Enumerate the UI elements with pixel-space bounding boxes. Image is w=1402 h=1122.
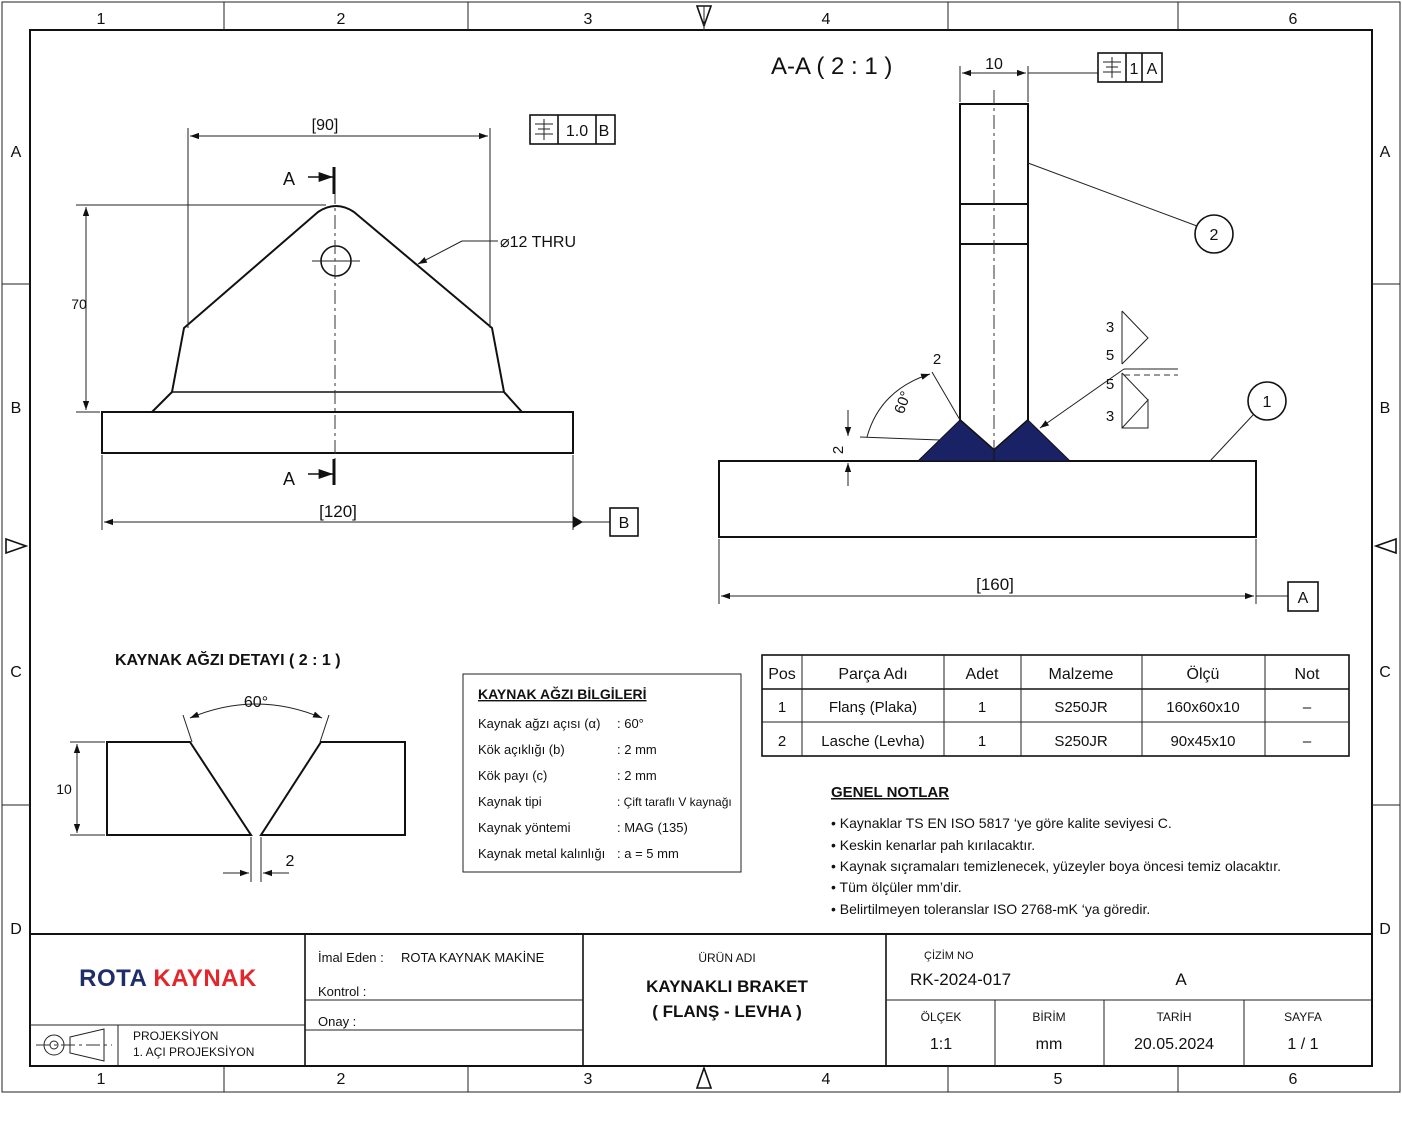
- imal-value: ROTA KAYNAK MAKİNE: [401, 950, 545, 965]
- zone-col-6-bottom: 6: [1288, 1071, 1298, 1088]
- zone-row-a-right: A: [1379, 144, 1391, 161]
- olcek-value: 1:1: [929, 1036, 953, 1053]
- parts-row1-qty: 1: [977, 699, 987, 716]
- parts-row1-material: S250JR: [1054, 699, 1108, 716]
- parts-list-table: [762, 655, 1349, 756]
- onay-label: Onay :: [318, 1014, 357, 1029]
- zone-row-d-left: D: [10, 921, 22, 938]
- section-root-gap-label: 2: [932, 351, 942, 368]
- section-title: A-A ( 2 : 1 ): [771, 53, 893, 80]
- zone-row-d-right: D: [1379, 921, 1391, 938]
- weld-info-value-1: : 60°: [617, 716, 644, 731]
- revision-value: A: [1175, 970, 1187, 989]
- weld-info-label-1: Kaynak ağzı açısı (α): [478, 716, 601, 731]
- zone-col-4-top: 4: [821, 11, 831, 28]
- weld-info-value-4: : Çift taraflı V kaynağı: [617, 795, 732, 809]
- flatness-datum-front: B: [598, 123, 610, 140]
- logo-part-2: KAYNAK: [153, 965, 257, 992]
- balloon-1: 1: [1262, 394, 1272, 411]
- weld-detail-gap: 2: [285, 853, 295, 870]
- parts-header-material: Malzeme: [1048, 666, 1114, 683]
- front-view: [71, 115, 638, 536]
- zone-row-c-left: C: [10, 664, 22, 681]
- weld-info-label-2: Kök açıklığı (b): [478, 742, 565, 757]
- datum-a-label: A: [1297, 590, 1309, 607]
- weld-info-label-3: Kök payı (c): [478, 768, 548, 783]
- parts-row1-name: Flanş (Plaka): [828, 699, 918, 716]
- cizim-label: ÇİZİM NO: [924, 950, 974, 962]
- dim-height-70: 70: [71, 296, 87, 312]
- weld-info-box: [463, 674, 741, 872]
- zone-col-2-bottom: 2: [336, 1071, 346, 1088]
- weld-left: [918, 420, 994, 461]
- logo-part-1: ROTA: [79, 965, 148, 992]
- parts-row1-note: –: [1302, 699, 1312, 716]
- dim-thickness-10: 10: [985, 56, 1003, 73]
- weld-info-value-6: : a = 5 mm: [617, 846, 679, 861]
- bracket-plate-outline: [152, 206, 522, 412]
- general-notes: [831, 784, 1281, 917]
- zone-col-5-bottom: 5: [1053, 1071, 1063, 1088]
- section-root-face-label: 2: [830, 445, 847, 455]
- cizim-value: RK-2024-017: [910, 970, 1012, 989]
- dim-top-90: [90]: [311, 117, 339, 134]
- section-base-plate: [719, 461, 1256, 537]
- dim-width-160: [160]: [976, 575, 1014, 594]
- urun-line-2: ( FLANŞ - LEVHA ): [652, 1002, 802, 1021]
- note-item-4: • Tüm ölçüler mm’dir.: [831, 879, 962, 895]
- zone-col-4-bottom: 4: [821, 1071, 831, 1088]
- zone-row-b-right: B: [1379, 400, 1391, 417]
- parts-header-pos: Pos: [768, 666, 796, 683]
- zone-col-3-top: 3: [583, 11, 593, 28]
- weld-symbol-num-1: 3: [1105, 319, 1115, 336]
- weld-info-value-2: : 2 mm: [617, 742, 657, 757]
- datum-b-label: B: [618, 515, 630, 532]
- kontrol-label: Kontrol :: [318, 984, 367, 999]
- base-flange-outline: [102, 412, 573, 453]
- tarih-label: TARİH: [1156, 1010, 1192, 1024]
- hole-callout: ⌀12 THRU: [500, 234, 577, 251]
- company-logo: [79, 965, 257, 992]
- weld-info-value-5: : MAG (135): [617, 820, 688, 835]
- zone-col-1-top: 1: [96, 11, 106, 28]
- section-marker-bottom: A: [282, 469, 296, 489]
- parts-row2-material: S250JR: [1054, 733, 1108, 750]
- section-marker-top: A: [282, 169, 296, 189]
- title-block: [30, 934, 1372, 1066]
- weld-info-title: KAYNAK AĞZI BİLGİLERİ: [478, 686, 647, 702]
- zone-col-6-top: 6: [1288, 11, 1298, 28]
- weld-symbol-num-3: 5: [1105, 376, 1115, 393]
- note-item-5: • Belirtilmeyen toleranslar ISO 2768-mK ‘ya göredir.: [831, 901, 1151, 917]
- zone-col-3-bottom: 3: [583, 1071, 593, 1088]
- birim-label: BİRİM: [1032, 1010, 1066, 1024]
- tarih-value: 20.05.2024: [1133, 1036, 1215, 1053]
- urun-label: ÜRÜN ADI: [698, 951, 756, 965]
- dim-bottom-120: [120]: [319, 502, 357, 521]
- parts-row2-qty: 1: [977, 733, 987, 750]
- zone-col-1-bottom: 1: [96, 1071, 106, 1088]
- note-item-1: • Kaynaklar TS EN ISO 5817 ‘ye göre kalite seviyesi C.: [831, 815, 1172, 831]
- weld-symbol-num-4: 3: [1105, 408, 1115, 425]
- parts-row1-pos: 1: [777, 699, 787, 716]
- section-view: [719, 53, 1318, 611]
- parts-row1-size: 160x60x10: [1166, 699, 1240, 716]
- sayfa-label: SAYFA: [1284, 1010, 1322, 1024]
- weld-detail-height: 10: [56, 781, 72, 797]
- weld-detail: [56, 650, 405, 882]
- projection-label: PROJEKSİYON: [133, 1029, 219, 1043]
- sayfa-value: 1 / 1: [1287, 1036, 1319, 1053]
- weld-info-label-5: Kaynak yöntemi: [478, 820, 571, 835]
- parts-row2-note: –: [1302, 733, 1312, 750]
- note-item-3: • Kaynak sıçramaları temizlenecek, yüzeyler boya öncesi temiz olacaktır.: [831, 858, 1281, 874]
- weld-detail-angle: 60°: [243, 694, 269, 711]
- flatness-value-front: 1.0: [565, 123, 589, 140]
- weld-symbol-num-2: 5: [1105, 347, 1115, 364]
- projection-value: 1. AÇI PROJEKSİYON: [133, 1045, 255, 1059]
- weld-detail-right-plate: [261, 742, 405, 835]
- note-item-2: • Keskin kenarlar pah kırılacaktır.: [831, 837, 1036, 853]
- urun-line-1: KAYNAKLI BRAKET: [646, 977, 808, 996]
- imal-label: İmal Eden :: [318, 950, 384, 965]
- parts-row2-name: Lasche (Levha): [821, 733, 925, 750]
- flatness-datum-section: A: [1146, 61, 1158, 78]
- projection-symbol: [36, 1029, 112, 1061]
- weld-info-label-6: Kaynak metal kalınlığı: [478, 846, 606, 861]
- notes-title: GENEL NOTLAR: [831, 784, 950, 801]
- weld-info-value-3: : 2 mm: [617, 768, 657, 783]
- flatness-value-section: 1: [1129, 61, 1139, 78]
- birim-value: mm: [1035, 1036, 1063, 1053]
- parts-header-name: Parça Adı: [838, 666, 908, 683]
- section-angle-label: 60°: [891, 388, 915, 417]
- weld-info-label-4: Kaynak tipi: [478, 794, 542, 809]
- zone-row-a-left: A: [10, 144, 22, 161]
- parts-header-size: Ölçü: [1186, 666, 1220, 683]
- parts-header-qty: Adet: [965, 666, 999, 683]
- zone-row-b-left: B: [10, 400, 22, 417]
- parts-row2-pos: 2: [777, 733, 787, 750]
- weld-detail-title: KAYNAK AĞZI DETAYI ( 2 : 1 ): [115, 652, 341, 669]
- balloon-2: 2: [1209, 227, 1219, 244]
- parts-header-note: Not: [1294, 666, 1320, 683]
- zone-labels: [10, 11, 1391, 1088]
- weld-detail-left-plate: [107, 742, 251, 835]
- sheet-border: [2, 2, 1400, 1092]
- olcek-label: ÖLÇEK: [920, 1010, 962, 1024]
- parts-row2-size: 90x45x10: [1170, 733, 1236, 750]
- zone-col-2-top: 2: [336, 11, 346, 28]
- weld-right: [994, 420, 1070, 461]
- zone-row-c-right: C: [1379, 664, 1391, 681]
